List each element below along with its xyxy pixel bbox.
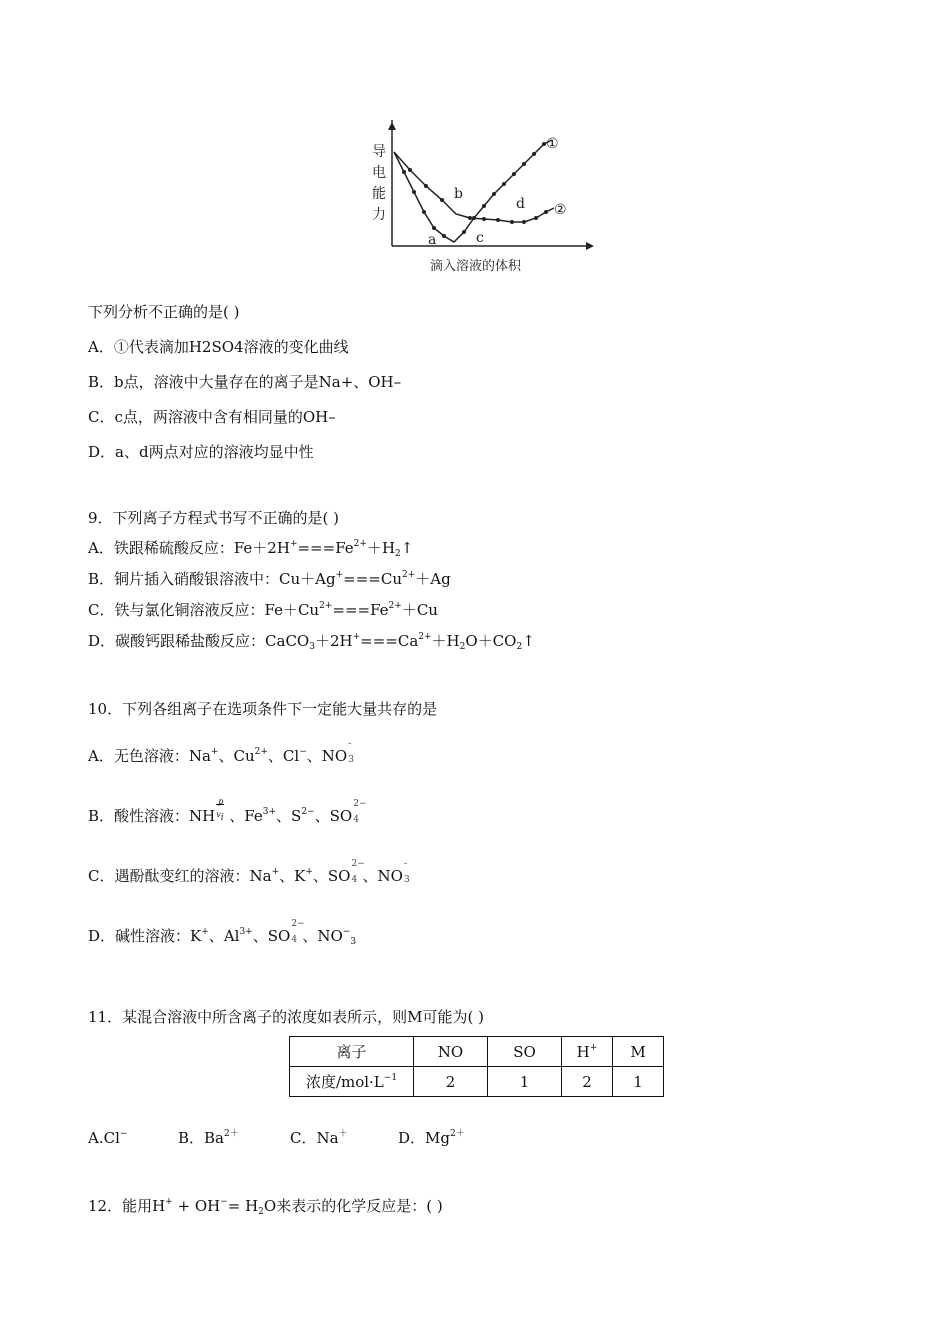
row-label-unit-exp: −1 xyxy=(383,1073,398,1083)
q10b-sep1: 、 xyxy=(229,807,245,825)
q9-option-a xyxy=(88,538,413,558)
q10c-k-charge: + xyxy=(305,867,313,877)
q9a-p4: ↑ xyxy=(400,539,414,557)
q10a-sep3: 、 xyxy=(306,747,322,765)
q10-option-a xyxy=(88,739,359,766)
q9b-p1: Cu＋Ag xyxy=(279,570,336,588)
q10b-frac-d xyxy=(216,804,223,825)
q10b-so-index xyxy=(352,799,367,826)
table-cell: 2 xyxy=(414,1067,488,1097)
q10a-cu: Cu xyxy=(233,747,255,765)
q9c-label: C．铁与氯化铜溶液反应： xyxy=(88,601,265,619)
q10b-s-charge: 2− xyxy=(301,807,315,817)
q9a-s2: 2+ xyxy=(353,539,367,549)
q10c-k: K xyxy=(294,867,306,885)
q11-stem: 11．某混合溶液中所含离子的浓度如表所示，则M可能为( ) xyxy=(88,1008,484,1026)
table-header-row xyxy=(290,1037,664,1067)
q10-option-c xyxy=(88,859,415,886)
q9-option-b xyxy=(88,569,451,589)
q8-option-c: C．c点，两溶液中含有相同量的OH– xyxy=(88,408,336,426)
y-label-char: 力 xyxy=(372,207,386,223)
q10b-nh: NH xyxy=(189,807,216,825)
q11a-text: A.Cl xyxy=(88,1129,120,1147)
q9d-s2: 2+ xyxy=(418,632,432,642)
q11c-text: C．Na xyxy=(290,1129,339,1147)
q10d-sep2: 、 xyxy=(252,927,268,945)
q11-options xyxy=(88,1128,465,1148)
q9b-p3: ＋Ag xyxy=(415,570,451,588)
table-header-cell: SO xyxy=(488,1037,562,1067)
table-header-cell xyxy=(562,1037,613,1067)
q10-stem: 10．下列各组离子在选项条件下一定能大量共存的是 xyxy=(88,700,438,718)
table-row-label xyxy=(290,1067,414,1097)
q10c-so-index xyxy=(350,859,365,886)
q8-option-a: A．①代表滴加H2SO4溶液的变化曲线 xyxy=(88,338,349,356)
q9-stem: 9．下列离子方程式书写不正确的是( ) xyxy=(88,509,340,527)
table-header-cell: M xyxy=(613,1037,664,1067)
q10b-sep2: 、 xyxy=(276,807,292,825)
q9d-p1: CaCO xyxy=(265,632,310,650)
table-header-h-charge: + xyxy=(589,1042,598,1053)
q9d-label: D．碳酸钙跟稀盐酸反应： xyxy=(88,632,266,650)
q10a-cu-charge: 2+ xyxy=(254,747,268,757)
q10d-no-charge: − xyxy=(342,927,351,937)
q9a-s1: + xyxy=(289,539,298,549)
q9a-label: A．铁跟稀硫酸反应： xyxy=(88,539,234,557)
q9c-p3: ＋Cu xyxy=(401,601,438,619)
q10d-sep3: 、 xyxy=(302,927,318,945)
q10a-cl: Cl xyxy=(282,747,300,765)
q10c-so-charge: 2− xyxy=(351,859,365,869)
q10a-na: Na xyxy=(188,747,211,765)
q9d-p4: ＋H xyxy=(431,632,460,650)
q8-option-b: B．b点，溶液中大量存在的离子是Na+、OH– xyxy=(88,373,402,391)
q9d-p3: ===Ca xyxy=(360,632,419,650)
q12-p4: O来表示的化学反应是：( ) xyxy=(263,1197,443,1215)
q10b-so-sub: 4 xyxy=(353,815,359,825)
q11d-text: D．Mg xyxy=(398,1129,450,1147)
q9b-label: B．铜片插入硝酸银溶液中： xyxy=(88,570,280,588)
curve-label-1: ① xyxy=(546,136,559,152)
q10d-k-charge: + xyxy=(201,927,209,937)
y-axis-arrow xyxy=(388,122,396,130)
conductivity-figure xyxy=(360,120,600,280)
q9b-p2: ===Cu xyxy=(343,570,402,588)
q8-option-d: D．a、d两点对应的溶液均显中性 xyxy=(88,443,314,461)
q11b-text: B．Ba xyxy=(178,1129,224,1147)
table-cell: 2 xyxy=(562,1067,613,1097)
q10c-sep3: 、 xyxy=(362,867,378,885)
q9a-p3: ＋H xyxy=(366,539,396,557)
q9d-sub1: 3 xyxy=(309,642,315,652)
q9a-p1: Fe＋2H xyxy=(233,539,290,557)
q10d-so-index xyxy=(290,919,305,946)
q10b-garbled-index xyxy=(215,797,229,826)
q10c-na: Na xyxy=(249,867,272,885)
q10a-no-sub: 3 xyxy=(348,755,354,765)
q11-option-b xyxy=(178,1128,290,1148)
q10d-so: SO xyxy=(267,927,291,945)
point-label-d: d xyxy=(516,196,525,212)
row-label-text: 浓度/mol·L xyxy=(305,1073,384,1091)
q9c-p2: ===Fe xyxy=(332,601,389,619)
q10-option-d xyxy=(88,919,357,947)
q10c-so: SO xyxy=(327,867,351,885)
table-cell: 1 xyxy=(488,1067,562,1097)
curve-label-2: ② xyxy=(554,202,567,218)
q10d-al: Al xyxy=(223,927,240,945)
q10a-no: NO xyxy=(321,747,348,765)
q10b-sep3: 、 xyxy=(314,807,330,825)
q9d-p2: ＋2H xyxy=(314,632,353,650)
q10c-no-charge: - xyxy=(403,859,407,869)
q10a-label: A．无色溶液： xyxy=(88,747,189,765)
table-row xyxy=(290,1067,664,1097)
q9-option-c xyxy=(88,600,438,620)
q12-s1: + xyxy=(165,1197,173,1207)
q9-option-d xyxy=(88,631,535,651)
q11-option-c xyxy=(290,1128,398,1148)
table-header-h: H xyxy=(576,1042,590,1061)
q10d-no: NO xyxy=(317,927,343,945)
q10-option-b xyxy=(88,797,367,826)
q9c-s1: 2+ xyxy=(319,601,333,611)
q9a-p2: ===Fe xyxy=(297,539,354,557)
q11b-charge: 2＋ xyxy=(224,1129,239,1139)
point-label-a: a xyxy=(428,232,437,248)
q10c-sep2: 、 xyxy=(312,867,328,885)
point-label-c: c xyxy=(476,230,484,246)
q10b-label: B．酸性溶液： xyxy=(88,807,190,825)
q10b-frac-n: p xyxy=(218,797,224,806)
q11c-charge: ＋ xyxy=(338,1129,348,1139)
table-header-cell: 离子 xyxy=(290,1037,414,1067)
q12-stem xyxy=(88,1196,443,1216)
q10a-no-index xyxy=(347,739,359,766)
q9c-p1: Fe＋Cu xyxy=(264,601,320,619)
q10a-na-charge: + xyxy=(210,747,219,757)
q12-p3: = H xyxy=(227,1197,259,1215)
q10c-no: NO xyxy=(377,867,403,885)
q9d-sub3: 2 xyxy=(516,642,523,652)
q10a-no-charge: - xyxy=(348,739,352,749)
q9c-s2: 2+ xyxy=(388,601,402,611)
q10a-sep1: 、 xyxy=(218,747,234,765)
q9a-sub1: 2 xyxy=(395,549,401,559)
q10d-al-charge: 3+ xyxy=(239,927,253,937)
q9b-s2: 2+ xyxy=(402,570,416,580)
y-label-char: 能 xyxy=(372,186,386,202)
q10d-so-sub: 4 xyxy=(291,935,298,945)
q11-option-a xyxy=(88,1128,178,1148)
q12-sub1: 2 xyxy=(258,1207,264,1217)
q9d-s1: + xyxy=(352,632,361,642)
y-label-char: 电 xyxy=(372,165,386,181)
x-label: 滴入溶液的体积 xyxy=(430,259,522,274)
q10b-so-charge: 2− xyxy=(353,799,367,809)
curve-2 xyxy=(394,152,554,222)
q10c-label: C．遇酚酞变红的溶液： xyxy=(88,867,250,885)
q12-p1: 12．能用H xyxy=(88,1197,166,1215)
q9b-s1: + xyxy=(335,570,344,580)
curve-2-points xyxy=(408,168,548,224)
y-label-char: 导 xyxy=(372,144,386,160)
q10c-na-charge: + xyxy=(271,867,280,877)
ion-concentration-table xyxy=(289,1036,664,1097)
q10c-no-index xyxy=(403,859,415,886)
q11a-charge: − xyxy=(119,1129,128,1139)
curve-1 xyxy=(394,140,552,242)
q8-stem: 下列分析不正确的是( ) xyxy=(88,303,240,321)
q10d-label: D．碱性溶液： xyxy=(88,927,191,945)
point-label-b: b xyxy=(454,186,463,202)
q12-p2: + OH xyxy=(172,1197,221,1215)
q10b-frac-d-i: i xyxy=(220,813,224,823)
q10b-fe-charge: 3+ xyxy=(262,807,277,817)
q10b-fe: Fe xyxy=(244,807,263,825)
q11-option-d xyxy=(398,1128,465,1148)
table-cell: 1 xyxy=(613,1067,664,1097)
q10d-k: K xyxy=(190,927,202,945)
q10d-sep1: 、 xyxy=(208,927,224,945)
q9d-sub2: 2 xyxy=(459,642,466,652)
q10b-so: SO xyxy=(329,807,353,825)
q10d-so-charge: 2− xyxy=(291,919,305,929)
q10c-sep1: 、 xyxy=(279,867,295,885)
q10a-cl-charge: − xyxy=(299,747,307,757)
x-axis-arrow xyxy=(586,242,594,250)
q10b-s: S xyxy=(291,807,302,825)
q10a-sep2: 、 xyxy=(267,747,283,765)
q11d-charge: 2＋ xyxy=(450,1129,465,1139)
q10c-no-sub: 3 xyxy=(403,875,410,885)
q10c-so-sub: 4 xyxy=(351,875,358,885)
q10d-no-sub: 3 xyxy=(350,937,357,947)
q12-s2: − xyxy=(220,1197,228,1207)
table-header-cell: NO xyxy=(414,1037,488,1067)
q10b-frac-d-v: v xyxy=(216,810,221,819)
q9d-p6: ↑ xyxy=(522,632,535,650)
q9d-p5: O＋CO xyxy=(465,632,517,650)
